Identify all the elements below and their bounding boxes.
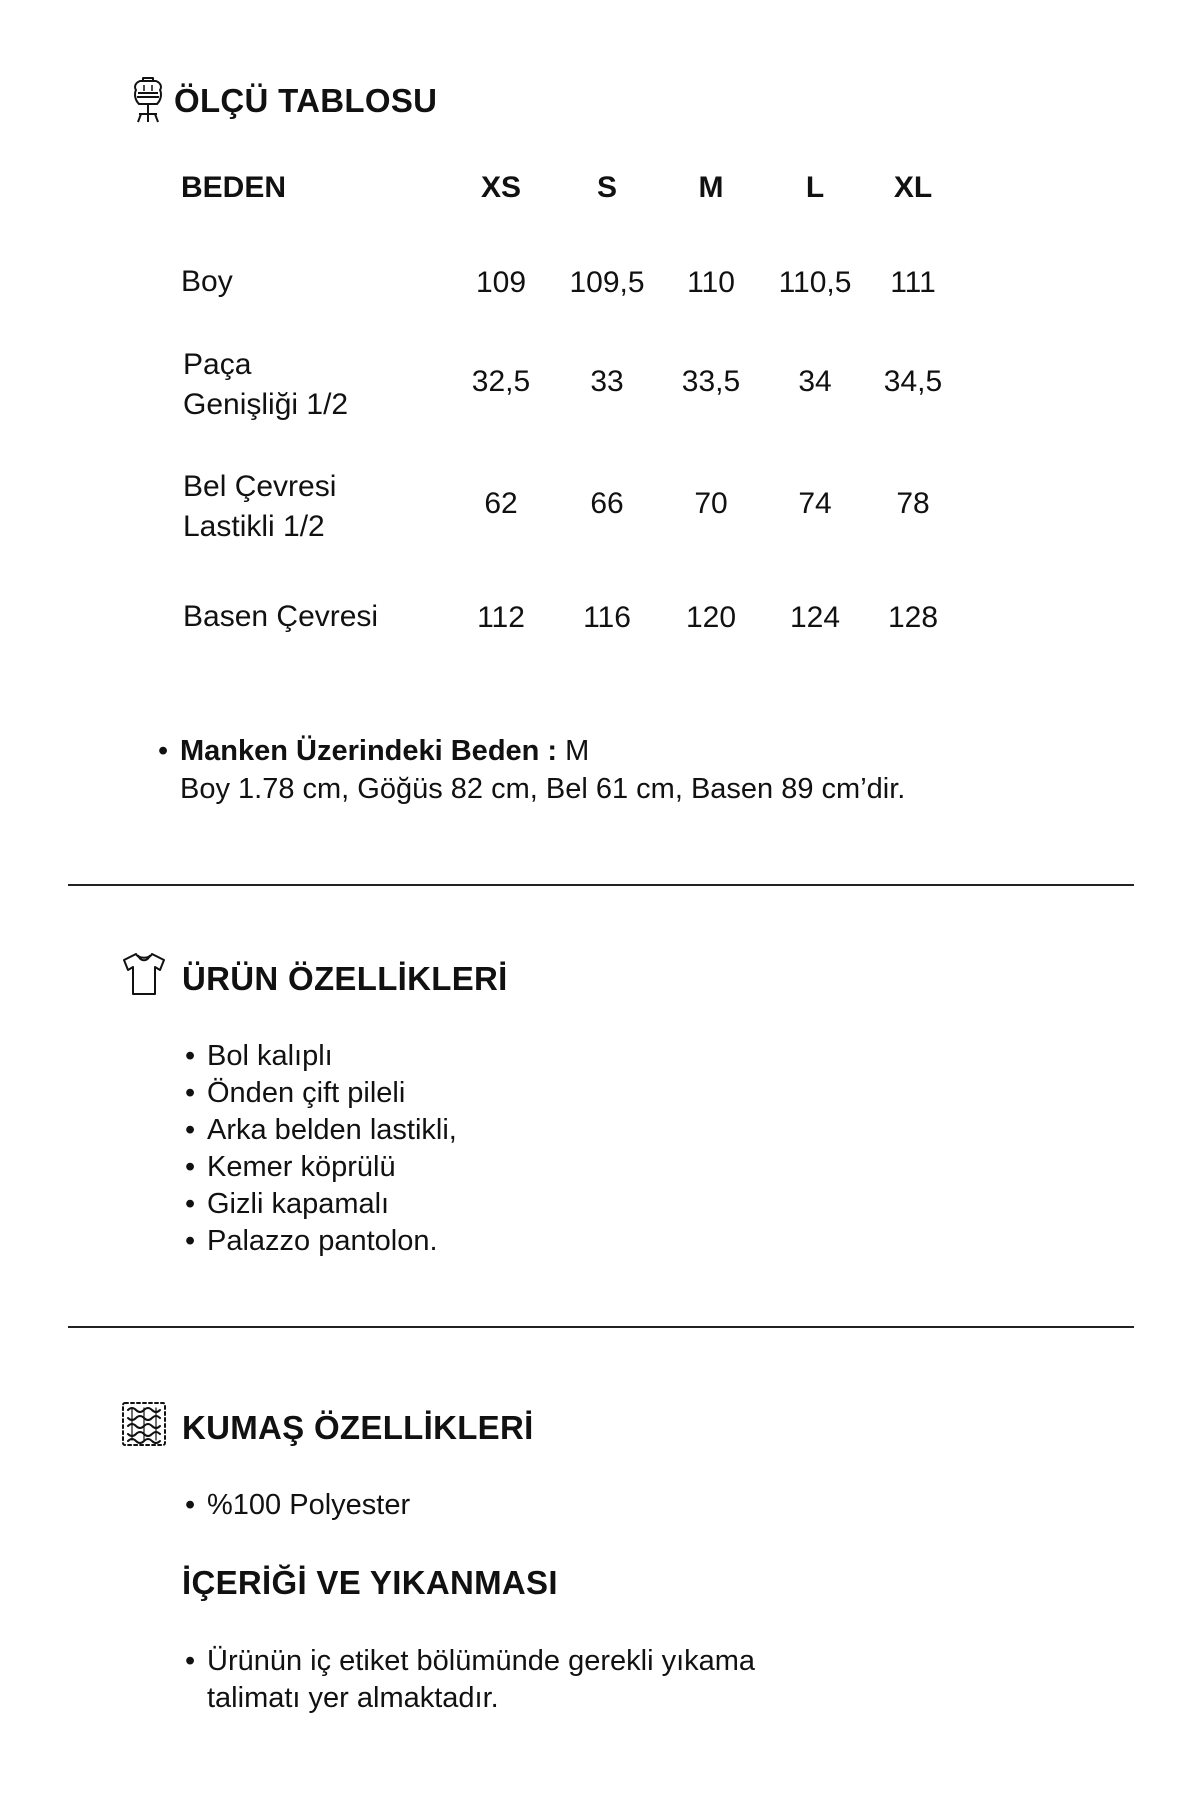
row-label-line: Bel Çevresi bbox=[183, 470, 337, 503]
product-feature-item: • Önden çift pileli bbox=[183, 1075, 457, 1112]
model-note-label: Manken Üzerindeki Beden : bbox=[180, 735, 558, 767]
size-value-m: 120 bbox=[685, 601, 737, 634]
product-features-list bbox=[183, 1038, 457, 1260]
care-list bbox=[183, 1643, 755, 1717]
size-header-xs: XS bbox=[480, 171, 522, 204]
size-header-m: M bbox=[698, 171, 724, 204]
product-feature-item: • Arka belden lastikli, bbox=[183, 1112, 457, 1149]
row-label bbox=[181, 262, 233, 302]
model-note-bullet: • bbox=[158, 735, 169, 767]
tshirt-icon bbox=[120, 950, 168, 998]
size-header-xl: XL bbox=[893, 171, 933, 204]
size-value-l: 124 bbox=[789, 601, 841, 634]
fabric-features-title: KUMAŞ ÖZELLİKLERİ bbox=[182, 1409, 534, 1446]
row-label-line: Basen Çevresi bbox=[183, 600, 379, 633]
size-value-s: 109,5 bbox=[569, 266, 645, 299]
size-value-m: 70 bbox=[694, 487, 728, 520]
model-note-size: M bbox=[565, 735, 590, 767]
size-value-xs: 62 bbox=[484, 487, 518, 520]
section-divider bbox=[68, 884, 1134, 886]
row-label-line: Boy bbox=[181, 265, 233, 298]
product-feature-item: • Gizli kapamalı bbox=[183, 1186, 457, 1223]
row-label bbox=[183, 467, 336, 547]
size-value-m: 110 bbox=[687, 266, 735, 299]
fabric-icon bbox=[120, 1400, 168, 1448]
row-label-line: Genişliği 1/2 bbox=[183, 388, 349, 421]
size-value-s: 116 bbox=[583, 601, 631, 634]
row-label bbox=[183, 345, 348, 425]
size-header: BEDEN bbox=[181, 171, 287, 204]
size-value-l: 34 bbox=[798, 365, 832, 398]
size-value-s: 66 bbox=[590, 487, 624, 520]
section-divider bbox=[68, 1326, 1134, 1328]
care-item: • Ürünün iç etiket bölümünde gerekli yıkama talimatı yer almaktadır. bbox=[183, 1643, 755, 1717]
size-value-xl: 111 bbox=[890, 266, 936, 299]
size-value-s: 33 bbox=[590, 365, 624, 398]
size-value-xl: 128 bbox=[887, 601, 939, 634]
size-value-xs: 112 bbox=[477, 601, 525, 634]
product-feature-item: • Kemer köprülü bbox=[183, 1149, 457, 1186]
row-label bbox=[183, 597, 378, 637]
product-features-title: ÜRÜN ÖZELLİKLERİ bbox=[182, 960, 508, 997]
fabric-features-list bbox=[183, 1487, 410, 1524]
row-label-line: Paça bbox=[183, 348, 252, 381]
mannequin-icon bbox=[131, 76, 165, 124]
product-feature-item: • Bol kalıplı bbox=[183, 1038, 457, 1075]
size-value-xs: 32,5 bbox=[471, 365, 531, 398]
size-value-l: 74 bbox=[798, 487, 832, 520]
size-value-xl: 34,5 bbox=[883, 365, 943, 398]
size-value-l: 110,5 bbox=[778, 266, 852, 299]
care-title: İÇERİĞİ VE YIKANMASI bbox=[182, 1564, 558, 1601]
size-chart-title: ÖLÇÜ TABLOSU bbox=[174, 82, 438, 119]
model-measurements: Boy 1.78 cm, Göğüs 82 cm, Bel 61 cm, Basen 89 cm’dir. bbox=[180, 773, 906, 805]
size-value-m: 33,5 bbox=[681, 365, 741, 398]
size-value-xs: 109 bbox=[475, 266, 527, 299]
size-header-l: L bbox=[805, 171, 825, 204]
fabric-feature-item: • %100 Polyester bbox=[183, 1487, 410, 1524]
product-feature-item: • Palazzo pantolon. bbox=[183, 1223, 457, 1260]
size-value-xl: 78 bbox=[896, 487, 930, 520]
row-label-line: Lastikli 1/2 bbox=[183, 510, 325, 543]
size-header-s: S bbox=[596, 171, 617, 204]
